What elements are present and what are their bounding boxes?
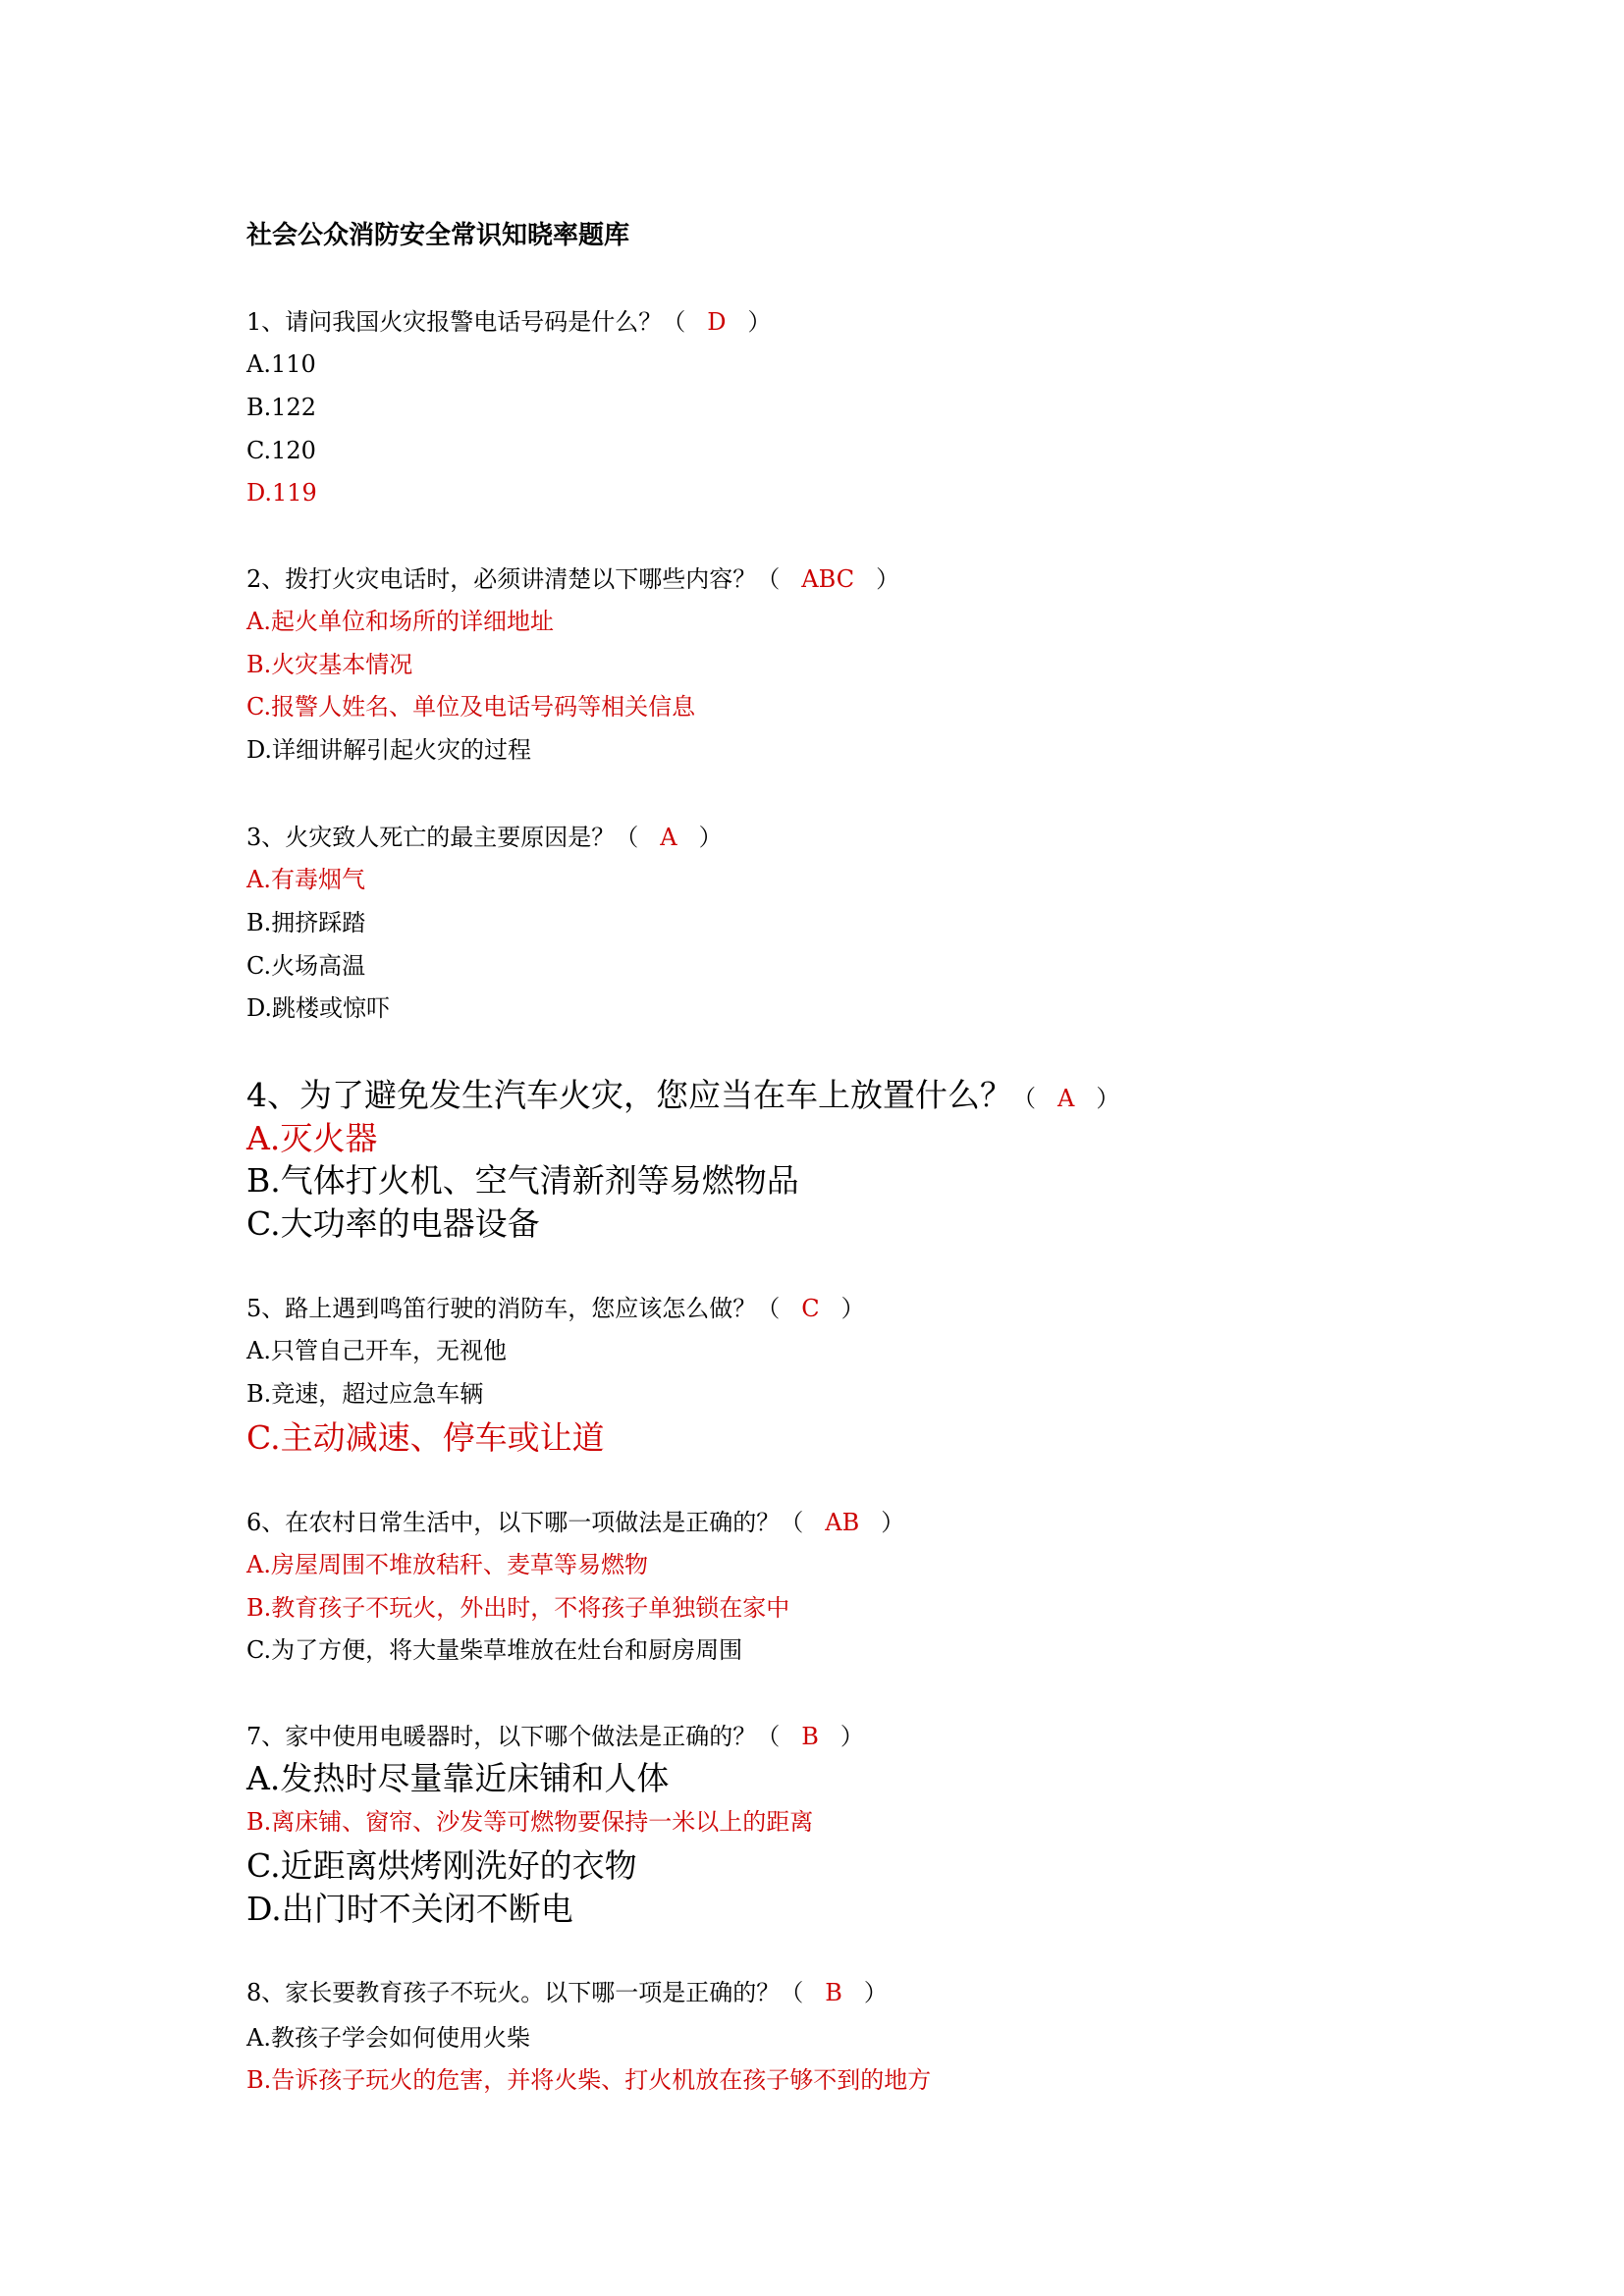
- option-c: C.火场高温: [246, 952, 366, 980]
- question-3: [246, 824, 723, 851]
- question-prompt: 7、家中使用电暖器时，以下哪个做法是正确的？: [246, 1723, 757, 1750]
- option-d-correct: D.119: [246, 479, 317, 507]
- paren-close: ）: [698, 824, 723, 851]
- option-a: A.只管自己开车，无视他: [246, 1337, 507, 1364]
- option-b-correct: B.离床铺、窗帘、沙发等可燃物要保持一米以上的距离: [246, 1808, 814, 1836]
- paren-open: （: [780, 1979, 804, 2006]
- document-title: 社会公众消防安全常识知晓率题库: [246, 221, 630, 250]
- paren-close: ）: [840, 1295, 865, 1322]
- question-prompt: 2、拨打火灾电话时，必须讲清楚以下哪些内容？: [246, 565, 757, 593]
- paren-open: （: [756, 1295, 781, 1322]
- paren-open: （: [1012, 1085, 1036, 1112]
- option-a-correct: A.起火单位和场所的详细地址: [246, 608, 554, 635]
- option-a-correct: A.房屋周围不堆放秸秆、麦草等易燃物: [246, 1551, 648, 1578]
- answer-key: D: [707, 308, 727, 336]
- paren-close: ）: [747, 308, 772, 336]
- paren-close: ）: [863, 1979, 888, 2006]
- question-8: [246, 1979, 888, 2006]
- question-prompt: 1、请问我国火灾报警电话号码是什么？: [246, 308, 663, 336]
- paren-open: （: [662, 308, 686, 336]
- option-b: B.122: [246, 394, 317, 421]
- question-1: [246, 308, 772, 336]
- option-c: C.为了方便，将大量柴草堆放在灶台和厨房周围: [246, 1636, 743, 1664]
- option-d: D.跳楼或惊吓: [246, 994, 391, 1022]
- option-d: D.出门时不关闭不断电: [246, 1890, 573, 1928]
- answer-key: B: [825, 1979, 842, 2006]
- answer-key: A: [660, 824, 677, 851]
- question-prompt: 6、在农村日常生活中，以下哪一项做法是正确的？: [246, 1509, 781, 1536]
- option-c-correct: C.报警人姓名、单位及电话号码等相关信息: [246, 693, 696, 721]
- option-b-correct: B.教育孩子不玩火，外出时，不将孩子单独锁在家中: [246, 1594, 790, 1622]
- option-a: A.发热时尽量靠近床铺和人体: [246, 1759, 670, 1797]
- paren-open: （: [756, 565, 781, 593]
- option-c-correct: C.主动减速、停车或让道: [246, 1418, 605, 1457]
- question-4: [246, 1076, 1119, 1115]
- option-b: B.竞速，超过应急车辆: [246, 1380, 484, 1408]
- answer-key: C: [801, 1295, 820, 1322]
- question-prompt: 5、路上遇到鸣笛行驶的消防车，您应该怎么做？: [246, 1295, 757, 1322]
- option-b-correct: B.火灾基本情况: [246, 651, 413, 678]
- question-7: [246, 1723, 864, 1750]
- option-b: B.拥挤踩踏: [246, 909, 366, 936]
- paren-open: （: [780, 1509, 804, 1536]
- paren-close: ）: [881, 1509, 905, 1536]
- option-a: A.教孩子学会如何使用火柴: [246, 2024, 530, 2052]
- paren-open: （: [615, 824, 639, 851]
- paren-close: ）: [839, 1723, 864, 1750]
- question-prompt: 8、家长要教育孩子不玩火。以下哪一项是正确的？: [246, 1979, 781, 2006]
- option-c: C.120: [246, 437, 316, 464]
- option-a: A.110: [246, 350, 316, 378]
- paren-close: ）: [876, 565, 900, 593]
- paren-close: ）: [1096, 1085, 1120, 1112]
- option-c: C.大功率的电器设备: [246, 1204, 540, 1243]
- question-2: [246, 565, 899, 593]
- option-a-correct: A.有毒烟气: [246, 866, 365, 893]
- answer-key: B: [801, 1723, 819, 1750]
- answer-key: A: [1057, 1085, 1075, 1112]
- option-d: D.详细讲解引起火灾的过程: [246, 736, 532, 764]
- paren-open: （: [756, 1723, 781, 1750]
- option-b: B.气体打火机、空气清新剂等易燃物品: [246, 1161, 799, 1200]
- question-prompt: 4、为了避免发生汽车火灾，您应当在车上放置什么？: [246, 1076, 1012, 1114]
- question-5: [246, 1295, 865, 1322]
- question-prompt: 3、火灾致人死亡的最主要原因是？: [246, 824, 616, 851]
- option-c: C.近距离烘烤刚洗好的衣物: [246, 1846, 637, 1885]
- answer-key: AB: [825, 1509, 860, 1536]
- option-b-correct: B.告诉孩子玩火的危害，并将火柴、打火机放在孩子够不到的地方: [246, 2066, 932, 2094]
- option-a-correct: A.灭火器: [246, 1119, 378, 1157]
- answer-key: ABC: [801, 565, 855, 593]
- question-6: [246, 1509, 904, 1536]
